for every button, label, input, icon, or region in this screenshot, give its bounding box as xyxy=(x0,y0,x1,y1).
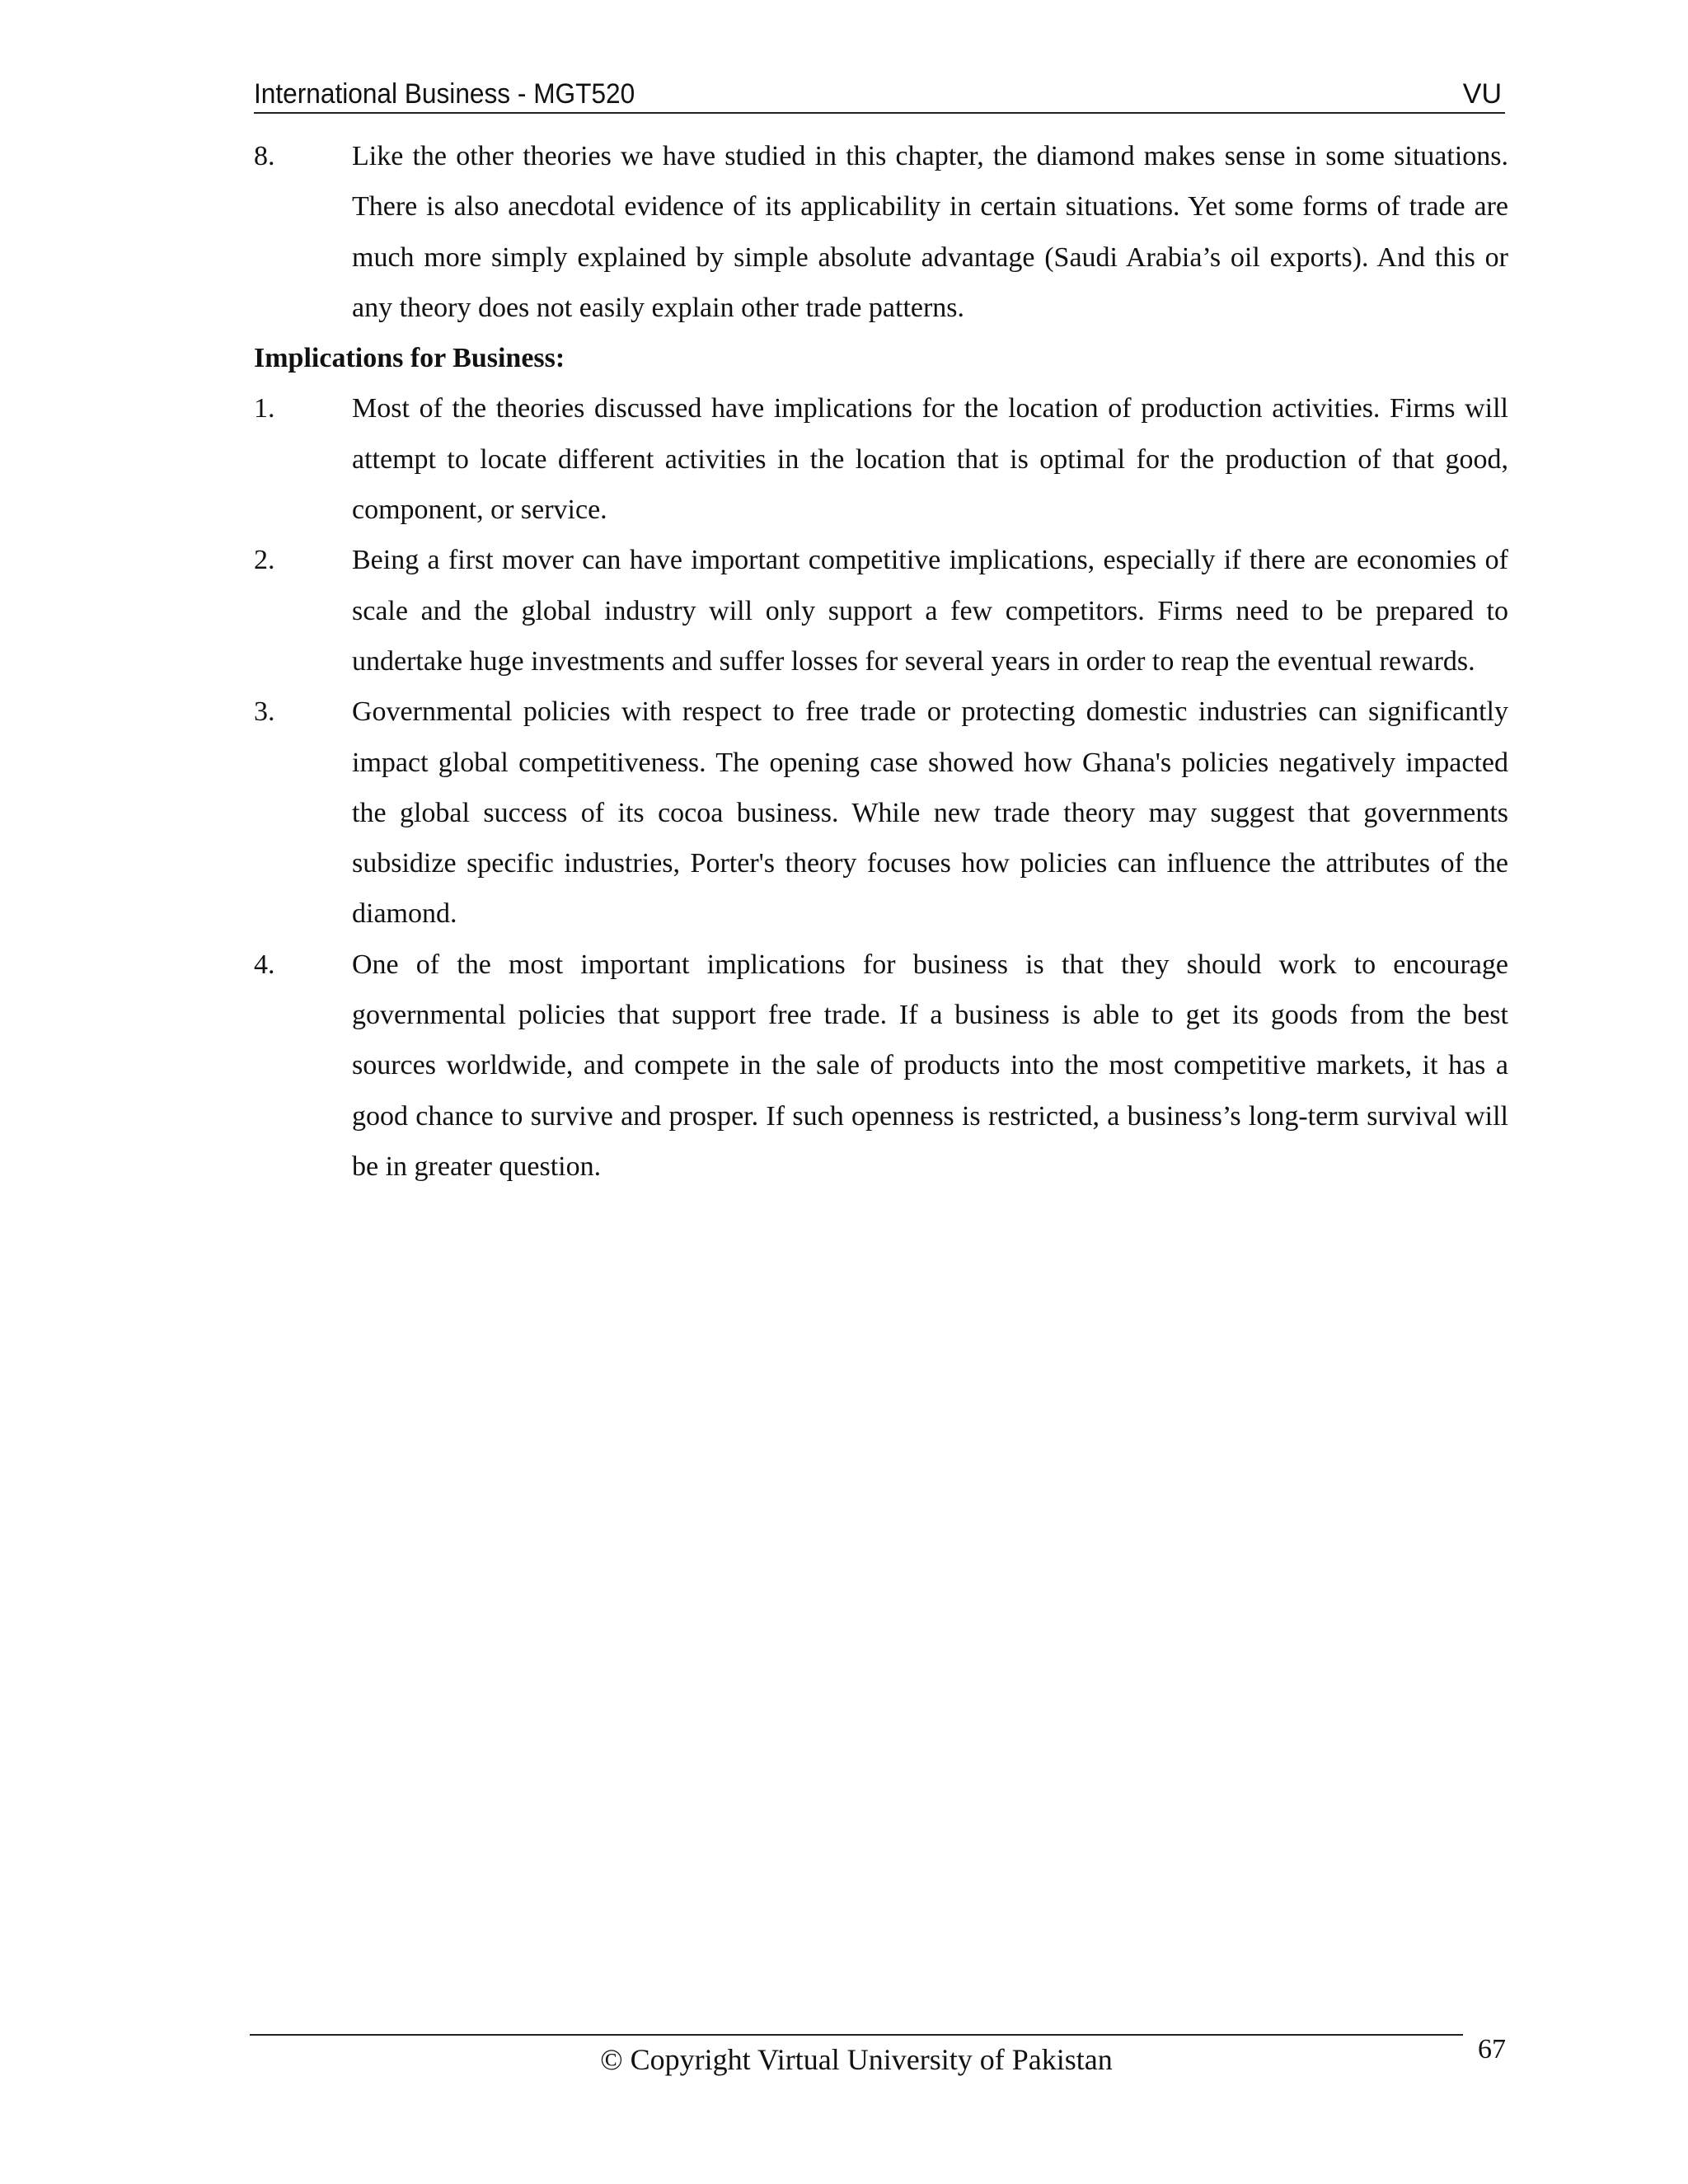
footer-divider xyxy=(250,2034,1463,2036)
header-vu-mark: VU xyxy=(1462,78,1502,110)
page-content xyxy=(254,131,1508,1192)
list-item-number: 8. xyxy=(254,141,275,171)
list-item-1 xyxy=(254,383,1508,535)
list-item-text: Being a first mover can have important competitive implications, especially if there are economies of scale and the global industry will only support a few competitors. Firms need to be prepared to undertake huge investments and suffer losses for several years in order to reap the eventual rewards. xyxy=(352,545,1508,677)
list-item-text: Most of the theories discussed have implications for the location of production activities. Firms will attempt to locate different activities in the location that is optimal for the production of that good, component, or service. xyxy=(352,393,1508,526)
list-item-number: 2. xyxy=(254,545,275,576)
list-item-4 xyxy=(254,940,1508,1192)
footer-copyright: © Copyright Virtual University of Pakistan xyxy=(600,2043,1113,2076)
page-number: 67 xyxy=(1478,2034,1506,2064)
header-title: International Business - MGT520 xyxy=(254,78,635,110)
list-item-8 xyxy=(254,131,1508,333)
list-item-2 xyxy=(254,535,1508,687)
list-item-3 xyxy=(254,687,1508,939)
list-item-number: 1. xyxy=(254,393,275,424)
list-item-number: 3. xyxy=(254,696,275,728)
page-header xyxy=(254,76,1505,114)
list-item-text: Governmental policies with respect to free trade or protecting domestic industries can significantly impact global competitiveness. The opening case showed how Ghana's policies negatively impacted the global success of its cocoa business. While new trade theory may suggest that governments subsidize specific industries, Porter's theory focuses how policies can influence the attributes of the diamond. xyxy=(352,696,1508,930)
section-heading: Implications for Business: xyxy=(254,343,565,374)
list-item-text: One of the most important implications for business is that they should work to encourage governmental policies that support free trade. If a business is able to get its goods from the best sources worldwide, and compete in the sale of products into the most competitive markets, it has a good chance to survive and prosper. If such openness is restricted, a business’s long-term survival will be in greater question. xyxy=(352,949,1508,1182)
list-item-number: 4. xyxy=(254,949,275,980)
list-item-text: Like the other theories we have studied in this chapter, the diamond makes sense in some situations. There is also anecdotal evidence of its applicability in certain situations. Yet some forms of trade are much more simply explained by simple absolute advantage (Saudi Arabia’s oil exports). And this or any theory does not easily explain other trade patterns. xyxy=(352,141,1508,323)
